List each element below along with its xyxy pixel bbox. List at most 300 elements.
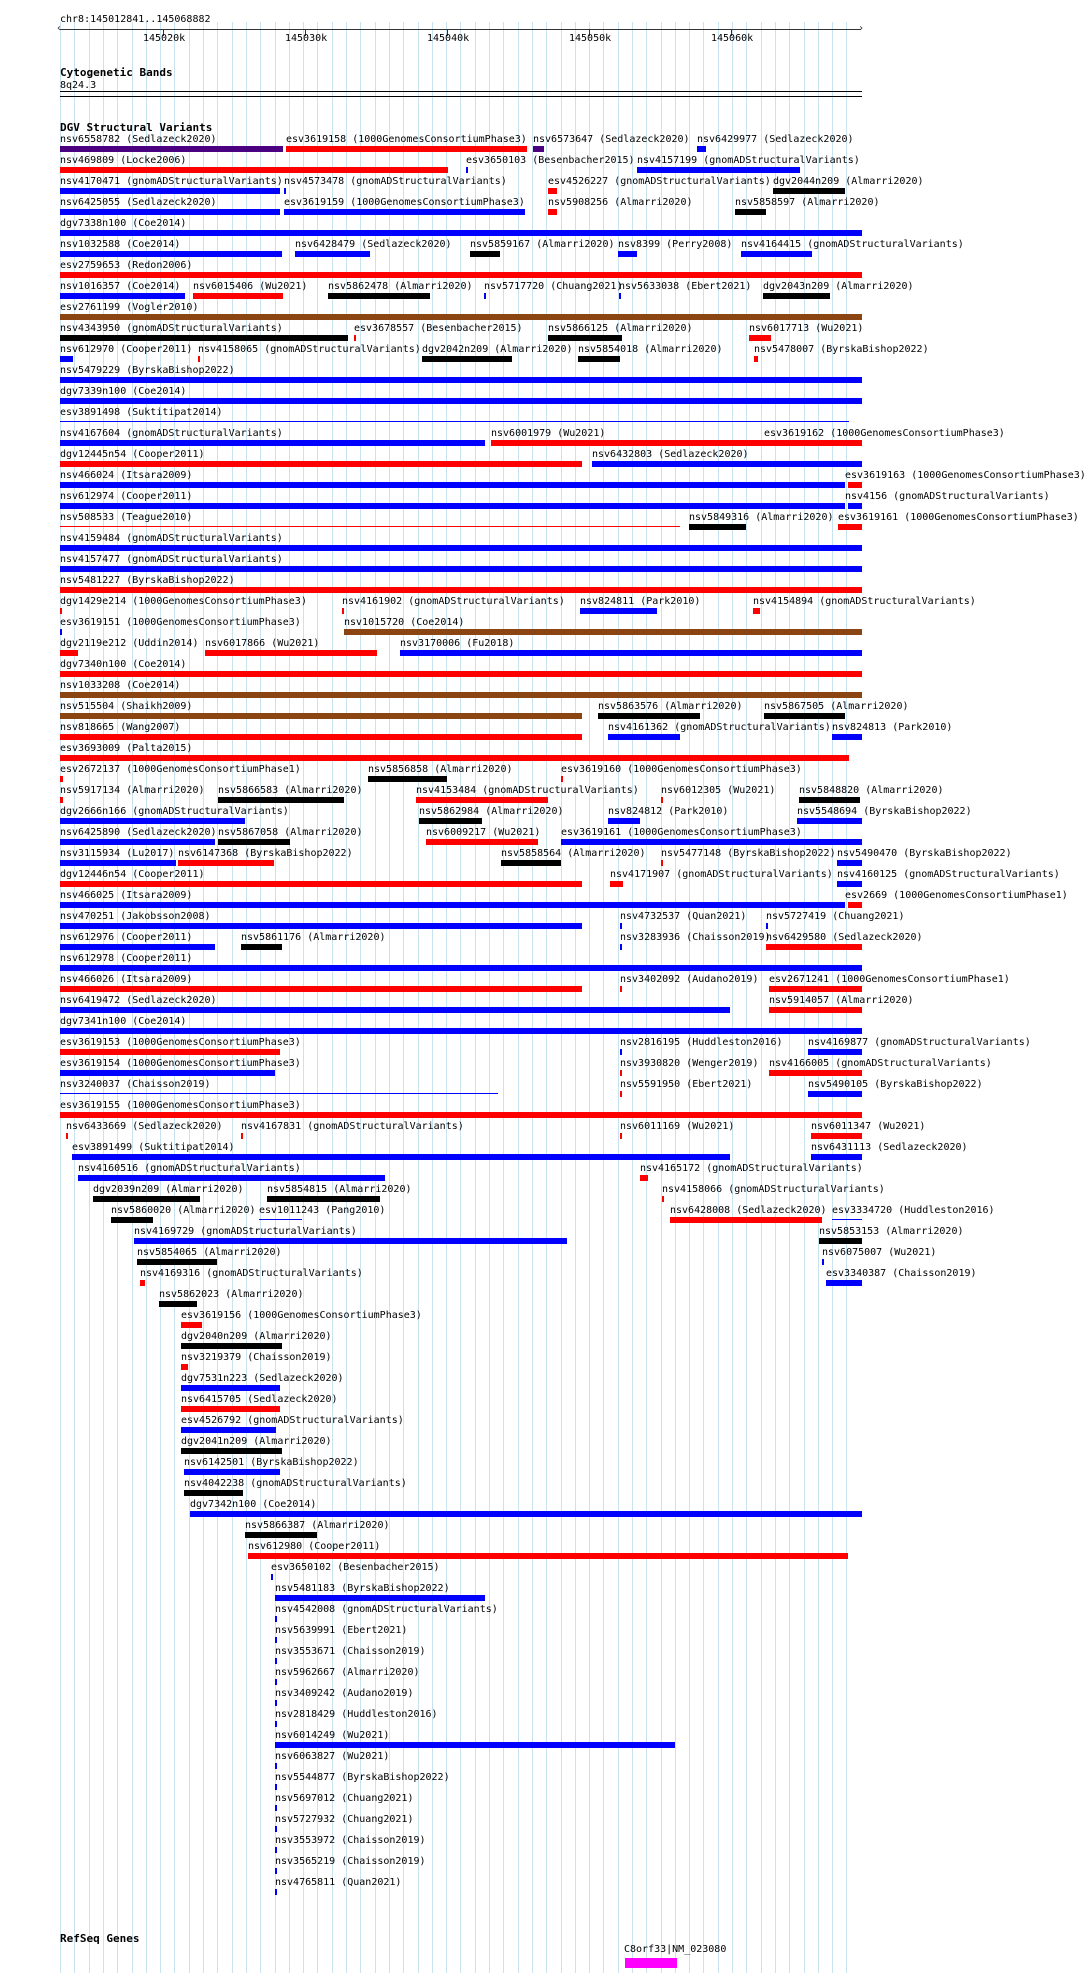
feature-label[interactable]: nsv3170006 (Fu2018)	[400, 638, 515, 649]
feature-label[interactable]: nsv2816195 (Huddleston2016)	[620, 1037, 783, 1048]
feature-bar[interactable]	[181, 1364, 188, 1370]
feature-label[interactable]: nsv6011347 (Wu2021)	[811, 1121, 926, 1132]
feature-bar[interactable]	[60, 629, 62, 635]
feature-bar[interactable]	[620, 1070, 622, 1076]
feature-label[interactable]: nsv4171907 (gnomADStructuralVariants)	[610, 869, 833, 880]
feature-label[interactable]: nsv6558782 (Sedlazeck2020)	[60, 134, 217, 145]
feature-label[interactable]: nsv6012305 (Wu2021)	[661, 785, 776, 796]
feature-label[interactable]: nsv824813 (Park2010)	[832, 722, 953, 733]
feature-bar[interactable]	[275, 1784, 277, 1790]
feature-label[interactable]: nsv3930820 (Wenger2019)	[620, 1058, 759, 1069]
feature-label[interactable]: nsv6428008 (Sedlazeck2020)	[670, 1205, 827, 1216]
feature-label[interactable]: esv3678557 (Besenbacher2015)	[354, 323, 523, 334]
feature-label[interactable]: nsv5591950 (Ebert2021)	[620, 1079, 753, 1090]
feature-bar[interactable]	[241, 1133, 243, 1139]
feature-label[interactable]: nsv3240037 (Chaisson2019)	[60, 1079, 211, 1090]
feature-bar[interactable]	[60, 545, 862, 551]
feature-label[interactable]: nsv3115934 (Lu2017)	[60, 848, 175, 859]
feature-label[interactable]: nsv4167604 (gnomADStructuralVariants)	[60, 428, 283, 439]
feature-bar[interactable]	[561, 839, 862, 845]
feature-bar[interactable]	[178, 860, 274, 866]
feature-label[interactable]: nsv824811 (Park2010)	[580, 596, 701, 607]
feature-label[interactable]: nsv5481227 (ByrskaBishop2022)	[60, 575, 235, 586]
feature-bar[interactable]	[822, 1259, 824, 1265]
feature-label[interactable]: nsv6142501 (ByrskaBishop2022)	[184, 1457, 359, 1468]
feature-label[interactable]: esv2669 (1000GenomesConsortiumPhase1)	[845, 890, 1068, 901]
feature-label[interactable]: nsv6415705 (Sedlazeck2020)	[181, 1394, 338, 1405]
feature-label[interactable]: nsv4160125 (gnomADStructuralVariants)	[837, 869, 1060, 880]
feature-bar[interactable]	[60, 881, 582, 887]
feature-bar[interactable]	[368, 776, 447, 782]
feature-label[interactable]: nsv5917134 (Almarri2020)	[60, 785, 205, 796]
feature-label[interactable]: dgv2119e212 (Uddin2014)	[60, 638, 199, 649]
feature-label[interactable]: nsv4158066 (gnomADStructuralVariants)	[662, 1184, 885, 1195]
feature-label[interactable]: nsv6425890 (Sedlazeck2020)	[60, 827, 217, 838]
feature-bar[interactable]	[766, 923, 768, 929]
feature-bar[interactable]	[466, 167, 468, 173]
feature-bar[interactable]	[245, 1532, 317, 1538]
feature-label[interactable]: esv3334720 (Huddleston2016)	[832, 1205, 995, 1216]
feature-label[interactable]: nsv612978 (Cooper2011)	[60, 953, 193, 964]
feature-bar[interactable]	[60, 167, 448, 173]
feature-label[interactable]: nsv612976 (Cooper2011)	[60, 932, 193, 943]
feature-label[interactable]: nsv3553972 (Chaisson2019)	[275, 1835, 426, 1846]
feature-bar[interactable]	[275, 1847, 277, 1853]
feature-bar[interactable]	[72, 1154, 730, 1160]
feature-label[interactable]: nsv5717720 (Chuang2021)	[484, 281, 623, 292]
feature-label[interactable]: nsv5866387 (Almarri2020)	[245, 1520, 390, 1531]
feature-bar[interactable]	[181, 1427, 276, 1433]
feature-label[interactable]: nsv4169877 (gnomADStructuralVariants)	[808, 1037, 1031, 1048]
feature-label[interactable]: nsv4153484 (gnomADStructuralVariants)	[416, 785, 639, 796]
feature-label[interactable]: esv3619151 (1000GenomesConsortiumPhase3)	[60, 617, 301, 628]
feature-bar[interactable]	[749, 335, 771, 341]
feature-label[interactable]: nsv1015720 (Coe2014)	[344, 617, 465, 628]
feature-label[interactable]: esv2671241 (1000GenomesConsortiumPhase1)	[769, 974, 1010, 985]
feature-label[interactable]: nsv5727932 (Chuang2021)	[275, 1814, 414, 1825]
feature-bar[interactable]	[66, 1133, 68, 1139]
feature-bar[interactable]	[259, 1219, 302, 1220]
feature-label[interactable]: esv4526792 (gnomADStructuralVariants)	[181, 1415, 404, 1426]
feature-label[interactable]: nsv6017866 (Wu2021)	[205, 638, 320, 649]
gene-feature[interactable]	[625, 1958, 677, 1968]
feature-label[interactable]: esv3340387 (Chaisson2019)	[826, 1268, 977, 1279]
feature-bar[interactable]	[766, 944, 862, 950]
feature-label[interactable]: nsv6011169 (Wu2021)	[620, 1121, 735, 1132]
feature-bar[interactable]	[181, 1406, 280, 1412]
feature-label[interactable]: nsv5727419 (Chuang2021)	[766, 911, 905, 922]
feature-bar[interactable]	[422, 356, 512, 362]
feature-bar[interactable]	[735, 209, 766, 215]
feature-label[interactable]: dgv2041n209 (Almarri2020)	[181, 1436, 332, 1447]
feature-label[interactable]: nsv5633038 (Ebert2021)	[619, 281, 752, 292]
feature-bar[interactable]	[60, 839, 215, 845]
feature-label[interactable]: nsv3283936 (Chaisson2019)	[620, 932, 771, 943]
feature-bar[interactable]	[769, 986, 862, 992]
feature-label[interactable]: nsv5861176 (Almarri2020)	[241, 932, 386, 943]
feature-bar[interactable]	[60, 482, 845, 488]
feature-bar[interactable]	[60, 335, 348, 341]
feature-bar[interactable]	[60, 146, 283, 152]
feature-label[interactable]: nsv466025 (Itsara2009)	[60, 890, 193, 901]
feature-label[interactable]: nsv8399 (Perry2008)	[618, 239, 733, 250]
feature-label[interactable]: nsv5854815 (Almarri2020)	[267, 1184, 412, 1195]
feature-bar[interactable]	[60, 1028, 862, 1034]
feature-bar[interactable]	[60, 440, 485, 446]
feature-bar[interactable]	[218, 797, 344, 803]
feature-bar[interactable]	[93, 1196, 200, 1202]
feature-label[interactable]: dgv2040n209 (Almarri2020)	[181, 1331, 332, 1342]
feature-label[interactable]: dgv7341n100 (Coe2014)	[60, 1016, 187, 1027]
feature-bar[interactable]	[286, 146, 527, 152]
feature-bar[interactable]	[419, 818, 482, 824]
feature-label[interactable]: nsv818665 (Wang2007)	[60, 722, 181, 733]
feature-label[interactable]: dgv2039n209 (Almarri2020)	[93, 1184, 244, 1195]
feature-bar[interactable]	[620, 1133, 622, 1139]
feature-label[interactable]: nsv1033208 (Coe2014)	[60, 680, 181, 691]
feature-label[interactable]: esv3619161 (1000GenomesConsortiumPhase3)	[561, 827, 802, 838]
feature-label[interactable]: esv3619162 (1000GenomesConsortiumPhase3)	[764, 428, 1005, 439]
feature-bar[interactable]	[275, 1889, 277, 1895]
feature-label[interactable]: nsv1016357 (Coe2014)	[60, 281, 181, 292]
feature-label[interactable]: nsv5481183 (ByrskaBishop2022)	[275, 1583, 450, 1594]
feature-label[interactable]: nsv4343950 (gnomADStructuralVariants)	[60, 323, 283, 334]
feature-label[interactable]: nsv5862023 (Almarri2020)	[159, 1289, 304, 1300]
feature-label[interactable]: nsv1032588 (Coe2014)	[60, 239, 181, 250]
feature-label[interactable]: nsv4159484 (gnomADStructuralVariants)	[60, 533, 283, 544]
feature-bar[interactable]	[134, 1238, 567, 1244]
feature-label[interactable]: esv2759653 (Redon2006)	[60, 260, 193, 271]
feature-label[interactable]: esv3619163 (1000GenomesConsortiumPhase3)	[845, 470, 1086, 481]
feature-label[interactable]: nsv469809 (Locke2006)	[60, 155, 187, 166]
feature-bar[interactable]	[60, 377, 862, 383]
feature-bar[interactable]	[60, 421, 849, 422]
feature-bar[interactable]	[275, 1679, 277, 1685]
feature-bar[interactable]	[689, 524, 746, 530]
feature-label[interactable]: nsv4765811 (Quan2021)	[275, 1877, 402, 1888]
feature-bar[interactable]	[640, 1175, 648, 1181]
feature-label[interactable]: nsv6573647 (Sedlazeck2020)	[533, 134, 690, 145]
feature-label[interactable]: nsv5853153 (Almarri2020)	[819, 1226, 964, 1237]
feature-bar[interactable]	[137, 1259, 217, 1265]
feature-label[interactable]: nsv4156 (gnomADStructuralVariants)	[845, 491, 1050, 502]
feature-bar[interactable]	[400, 650, 862, 656]
feature-bar[interactable]	[60, 314, 862, 320]
feature-label[interactable]: nsv4166005 (gnomADStructuralVariants)	[769, 1058, 992, 1069]
feature-bar[interactable]	[661, 860, 663, 866]
feature-label[interactable]: nsv4160516 (gnomADStructuralVariants)	[78, 1163, 301, 1174]
feature-label[interactable]: nsv5908256 (Almarri2020)	[548, 197, 693, 208]
feature-label[interactable]: nsv3219379 (Chaisson2019)	[181, 1352, 332, 1363]
feature-label[interactable]: nsv5859167 (Almarri2020)	[470, 239, 615, 250]
feature-label[interactable]: nsv2818429 (Huddleston2016)	[275, 1709, 438, 1720]
feature-bar[interactable]	[620, 944, 622, 950]
feature-label[interactable]: nsv4042238 (gnomADStructuralVariants)	[184, 1478, 407, 1489]
feature-bar[interactable]	[60, 776, 63, 782]
feature-bar[interactable]	[275, 1616, 277, 1622]
feature-bar[interactable]	[60, 713, 582, 719]
feature-label[interactable]: esv3650102 (Besenbacher2015)	[271, 1562, 440, 1573]
feature-bar[interactable]	[754, 356, 758, 362]
feature-bar[interactable]	[578, 356, 620, 362]
feature-bar[interactable]	[769, 1007, 862, 1013]
feature-label[interactable]: nsv6017713 (Wu2021)	[749, 323, 864, 334]
feature-bar[interactable]	[60, 566, 862, 572]
feature-bar[interactable]	[275, 1721, 277, 1727]
feature-bar[interactable]	[60, 734, 582, 740]
feature-bar[interactable]	[328, 293, 430, 299]
feature-label[interactable]: esv3619160 (1000GenomesConsortiumPhase3)	[561, 764, 802, 775]
feature-bar[interactable]	[181, 1322, 202, 1328]
feature-label[interactable]: nsv6147368 (ByrskaBishop2022)	[178, 848, 353, 859]
feature-bar[interactable]	[60, 398, 862, 404]
feature-bar[interactable]	[819, 1238, 862, 1244]
feature-bar[interactable]	[275, 1763, 277, 1769]
feature-label[interactable]: nsv6009217 (Wu2021)	[426, 827, 541, 838]
feature-label[interactable]: dgv7338n100 (Coe2014)	[60, 218, 187, 229]
feature-bar[interactable]	[832, 1219, 862, 1220]
feature-bar[interactable]	[111, 1217, 153, 1223]
feature-bar[interactable]	[248, 1553, 848, 1559]
feature-label[interactable]: nsv3409242 (Audano2019)	[275, 1688, 414, 1699]
feature-label[interactable]: nsv5858564 (Almarri2020)	[501, 848, 646, 859]
feature-bar[interactable]	[60, 902, 845, 908]
feature-label[interactable]: nsv4169316 (gnomADStructuralVariants)	[140, 1268, 363, 1279]
feature-label[interactable]: nsv5854018 (Almarri2020)	[578, 344, 723, 355]
feature-bar[interactable]	[764, 713, 845, 719]
feature-label[interactable]: nsv5867058 (Almarri2020)	[218, 827, 363, 838]
feature-label[interactable]: nsv4573478 (gnomADStructuralVariants)	[284, 176, 507, 187]
feature-bar[interactable]	[284, 188, 286, 194]
feature-label[interactable]: esv3619159 (1000GenomesConsortiumPhase3)	[284, 197, 525, 208]
feature-label[interactable]: nsv5863576 (Almarri2020)	[598, 701, 743, 712]
feature-bar[interactable]	[60, 503, 845, 509]
feature-bar[interactable]	[837, 881, 862, 887]
feature-label[interactable]: nsv6429977 (Sedlazeck2020)	[697, 134, 854, 145]
feature-bar[interactable]	[60, 860, 176, 866]
feature-label[interactable]: nsv6429580 (Sedlazeck2020)	[766, 932, 923, 943]
feature-bar[interactable]	[193, 293, 283, 299]
feature-label[interactable]: dgv7339n100 (Coe2014)	[60, 386, 187, 397]
feature-label[interactable]: nsv4158065 (gnomADStructuralVariants)	[198, 344, 421, 355]
feature-bar[interactable]	[763, 293, 830, 299]
feature-label[interactable]: nsv5914057 (Almarri2020)	[769, 995, 914, 1006]
feature-label[interactable]: dgv12445n54 (Cooper2011)	[60, 449, 205, 460]
feature-bar[interactable]	[838, 524, 862, 530]
feature-bar[interactable]	[811, 1133, 862, 1139]
feature-label[interactable]: esv2761199 (Vogler2010)	[60, 302, 199, 313]
feature-bar[interactable]	[275, 1658, 277, 1664]
feature-bar[interactable]	[275, 1868, 277, 1874]
feature-bar[interactable]	[608, 818, 640, 824]
feature-bar[interactable]	[205, 650, 377, 656]
feature-label[interactable]: esv3693009 (Palta2015)	[60, 743, 193, 754]
feature-label[interactable]: nsv5544877 (ByrskaBishop2022)	[275, 1772, 450, 1783]
feature-bar[interactable]	[619, 293, 621, 299]
feature-bar[interactable]	[832, 734, 862, 740]
feature-bar[interactable]	[60, 1093, 498, 1094]
feature-label[interactable]: nsv515504 (Shaikh2009)	[60, 701, 193, 712]
feature-bar[interactable]	[620, 1049, 622, 1055]
feature-bar[interactable]	[60, 755, 849, 761]
feature-bar[interactable]	[60, 356, 73, 362]
feature-label[interactable]: nsv5866125 (Almarri2020)	[548, 323, 693, 334]
feature-bar[interactable]	[416, 797, 548, 803]
feature-label[interactable]: nsv5849316 (Almarri2020)	[689, 512, 834, 523]
feature-bar[interactable]	[159, 1301, 197, 1307]
feature-bar[interactable]	[848, 902, 862, 908]
feature-bar[interactable]	[60, 818, 245, 824]
feature-label[interactable]: dgv7531n223 (Sedlazeck2020)	[181, 1373, 344, 1384]
feature-label[interactable]: nsv4732537 (Quan2021)	[620, 911, 747, 922]
feature-bar[interactable]	[811, 1154, 862, 1160]
feature-bar[interactable]	[60, 1007, 730, 1013]
feature-bar[interactable]	[60, 671, 862, 677]
feature-bar[interactable]	[60, 1049, 280, 1055]
feature-label[interactable]: nsv4161902 (gnomADStructuralVariants)	[342, 596, 565, 607]
feature-bar[interactable]	[470, 251, 500, 257]
feature-label[interactable]: nsv5860020 (Almarri2020)	[111, 1205, 256, 1216]
feature-bar[interactable]	[60, 650, 78, 656]
feature-bar[interactable]	[548, 335, 622, 341]
feature-label[interactable]: esv1011243 (Pang2010)	[259, 1205, 386, 1216]
feature-label[interactable]: esv3891498 (Suktitipat2014)	[60, 407, 223, 418]
feature-bar[interactable]	[60, 526, 680, 527]
feature-label[interactable]: esv3619155 (1000GenomesConsortiumPhase3)	[60, 1100, 301, 1111]
feature-label[interactable]: esv3619158 (1000GenomesConsortiumPhase3)	[286, 134, 527, 145]
feature-bar[interactable]	[764, 440, 862, 446]
feature-bar[interactable]	[60, 1070, 275, 1076]
feature-bar[interactable]	[342, 608, 344, 614]
feature-label[interactable]: nsv6431113 (Sedlazeck2020)	[811, 1142, 968, 1153]
feature-bar[interactable]	[198, 356, 200, 362]
feature-bar[interactable]	[580, 608, 657, 614]
feature-label[interactable]: nsv5856858 (Almarri2020)	[368, 764, 513, 775]
feature-label[interactable]: nsv824812 (Park2010)	[608, 806, 729, 817]
feature-label[interactable]: nsv3402092 (Audano2019)	[620, 974, 759, 985]
feature-bar[interactable]	[275, 1595, 485, 1601]
feature-bar[interactable]	[241, 944, 282, 950]
feature-bar[interactable]	[181, 1343, 282, 1349]
feature-label[interactable]: nsv6063827 (Wu2021)	[275, 1751, 390, 1762]
feature-label[interactable]: nsv3565219 (Chaisson2019)	[275, 1856, 426, 1867]
feature-label[interactable]: nsv5848820 (Almarri2020)	[799, 785, 944, 796]
feature-bar[interactable]	[60, 461, 582, 467]
feature-label[interactable]: nsv5866583 (Almarri2020)	[218, 785, 363, 796]
feature-label[interactable]: nsv5862478 (Almarri2020)	[328, 281, 473, 292]
feature-bar[interactable]	[533, 146, 544, 152]
feature-bar[interactable]	[275, 1826, 277, 1832]
feature-label[interactable]: nsv4154894 (gnomADStructuralVariants)	[753, 596, 976, 607]
feature-label[interactable]: esv3650103 (Besenbacher2015)	[466, 155, 635, 166]
feature-bar[interactable]	[826, 1280, 862, 1286]
feature-label[interactable]: nsv5479229 (ByrskaBishop2022)	[60, 365, 235, 376]
feature-bar[interactable]	[181, 1385, 280, 1391]
feature-label[interactable]: dgv7342n100 (Coe2014)	[190, 1499, 317, 1510]
feature-label[interactable]: dgv7340n100 (Coe2014)	[60, 659, 187, 670]
feature-bar[interactable]	[491, 440, 765, 446]
feature-bar[interactable]	[60, 230, 862, 236]
feature-bar[interactable]	[697, 146, 706, 152]
feature-bar[interactable]	[741, 251, 812, 257]
feature-bar[interactable]	[608, 734, 680, 740]
feature-bar[interactable]	[548, 188, 557, 194]
feature-label[interactable]: dgv2044n209 (Almarri2020)	[773, 176, 924, 187]
feature-label[interactable]: nsv5478007 (ByrskaBishop2022)	[754, 344, 929, 355]
feature-bar[interactable]	[267, 1196, 380, 1202]
feature-label[interactable]: nsv5858597 (Almarri2020)	[735, 197, 880, 208]
feature-bar[interactable]	[60, 188, 280, 194]
feature-label[interactable]: nsv466026 (Itsara2009)	[60, 974, 193, 985]
feature-label[interactable]: esv4526227 (gnomADStructuralVariants)	[548, 176, 771, 187]
feature-bar[interactable]	[620, 923, 622, 929]
feature-label[interactable]: nsv612980 (Cooper2011)	[248, 1541, 381, 1552]
feature-bar[interactable]	[60, 692, 862, 698]
feature-bar[interactable]	[60, 1112, 862, 1118]
feature-label[interactable]: nsv4170471 (gnomADStructuralVariants)	[60, 176, 283, 187]
feature-bar[interactable]	[275, 1805, 277, 1811]
feature-label[interactable]: nsv6432803 (Sedlazeck2020)	[592, 449, 749, 460]
feature-label[interactable]: nsv4161362 (gnomADStructuralVariants)	[608, 722, 831, 733]
feature-bar[interactable]	[620, 1091, 622, 1097]
feature-label[interactable]: nsv6419472 (Sedlazeck2020)	[60, 995, 217, 1006]
feature-bar[interactable]	[60, 293, 185, 299]
feature-label[interactable]: esv3619156 (1000GenomesConsortiumPhase3)	[181, 1310, 422, 1321]
feature-label[interactable]: dgv2042n209 (Almarri2020)	[422, 344, 573, 355]
feature-label[interactable]: nsv5490470 (ByrskaBishop2022)	[837, 848, 1012, 859]
feature-bar[interactable]	[426, 839, 538, 845]
feature-label[interactable]: dgv1429e214 (1000GenomesConsortiumPhase3)	[60, 596, 307, 607]
feature-label[interactable]: nsv6014249 (Wu2021)	[275, 1730, 390, 1741]
feature-label[interactable]: nsv4169729 (gnomADStructuralVariants)	[134, 1226, 357, 1237]
feature-bar[interactable]	[848, 482, 862, 488]
feature-label[interactable]: nsv6001979 (Wu2021)	[491, 428, 606, 439]
feature-label[interactable]: nsv6433669 (Sedlazeck2020)	[66, 1121, 223, 1132]
feature-label[interactable]: nsv4157199 (gnomADStructuralVariants)	[637, 155, 860, 166]
feature-bar[interactable]	[618, 251, 637, 257]
feature-bar[interactable]	[60, 272, 862, 278]
feature-label[interactable]: nsv5962667 (Almarri2020)	[275, 1667, 420, 1678]
feature-bar[interactable]	[60, 923, 582, 929]
feature-label[interactable]: nsv612970 (Cooper2011)	[60, 344, 193, 355]
feature-bar[interactable]	[284, 209, 525, 215]
feature-label[interactable]: esv2672137 (1000GenomesConsortiumPhase1)	[60, 764, 301, 775]
feature-label[interactable]: nsv4164415 (gnomADStructuralVariants)	[741, 239, 964, 250]
feature-bar[interactable]	[797, 818, 862, 824]
feature-label[interactable]: nsv5862984 (Almarri2020)	[419, 806, 564, 817]
feature-label[interactable]: nsv4542008 (gnomADStructuralVariants)	[275, 1604, 498, 1615]
feature-bar[interactable]	[598, 713, 700, 719]
feature-bar[interactable]	[275, 1742, 675, 1748]
feature-bar[interactable]	[773, 188, 845, 194]
feature-bar[interactable]	[60, 965, 862, 971]
feature-label[interactable]: esv3619153 (1000GenomesConsortiumPhase3)	[60, 1037, 301, 1048]
feature-bar[interactable]	[799, 797, 860, 803]
feature-label[interactable]: dgv2043n209 (Almarri2020)	[763, 281, 914, 292]
feature-bar[interactable]	[670, 1217, 822, 1223]
feature-bar[interactable]	[184, 1490, 243, 1496]
feature-bar[interactable]	[848, 503, 862, 509]
feature-bar[interactable]	[60, 608, 62, 614]
feature-label[interactable]: nsv5490105 (ByrskaBishop2022)	[808, 1079, 983, 1090]
feature-bar[interactable]	[837, 860, 862, 866]
feature-label[interactable]: nsv5639991 (Ebert2021)	[275, 1625, 408, 1636]
feature-bar[interactable]	[753, 608, 760, 614]
feature-bar[interactable]	[561, 776, 563, 782]
feature-label[interactable]: nsv4157477 (gnomADStructuralVariants)	[60, 554, 283, 565]
feature-label[interactable]: nsv6015406 (Wu2021)	[193, 281, 308, 292]
feature-label[interactable]: nsv6075007 (Wu2021)	[822, 1247, 937, 1258]
